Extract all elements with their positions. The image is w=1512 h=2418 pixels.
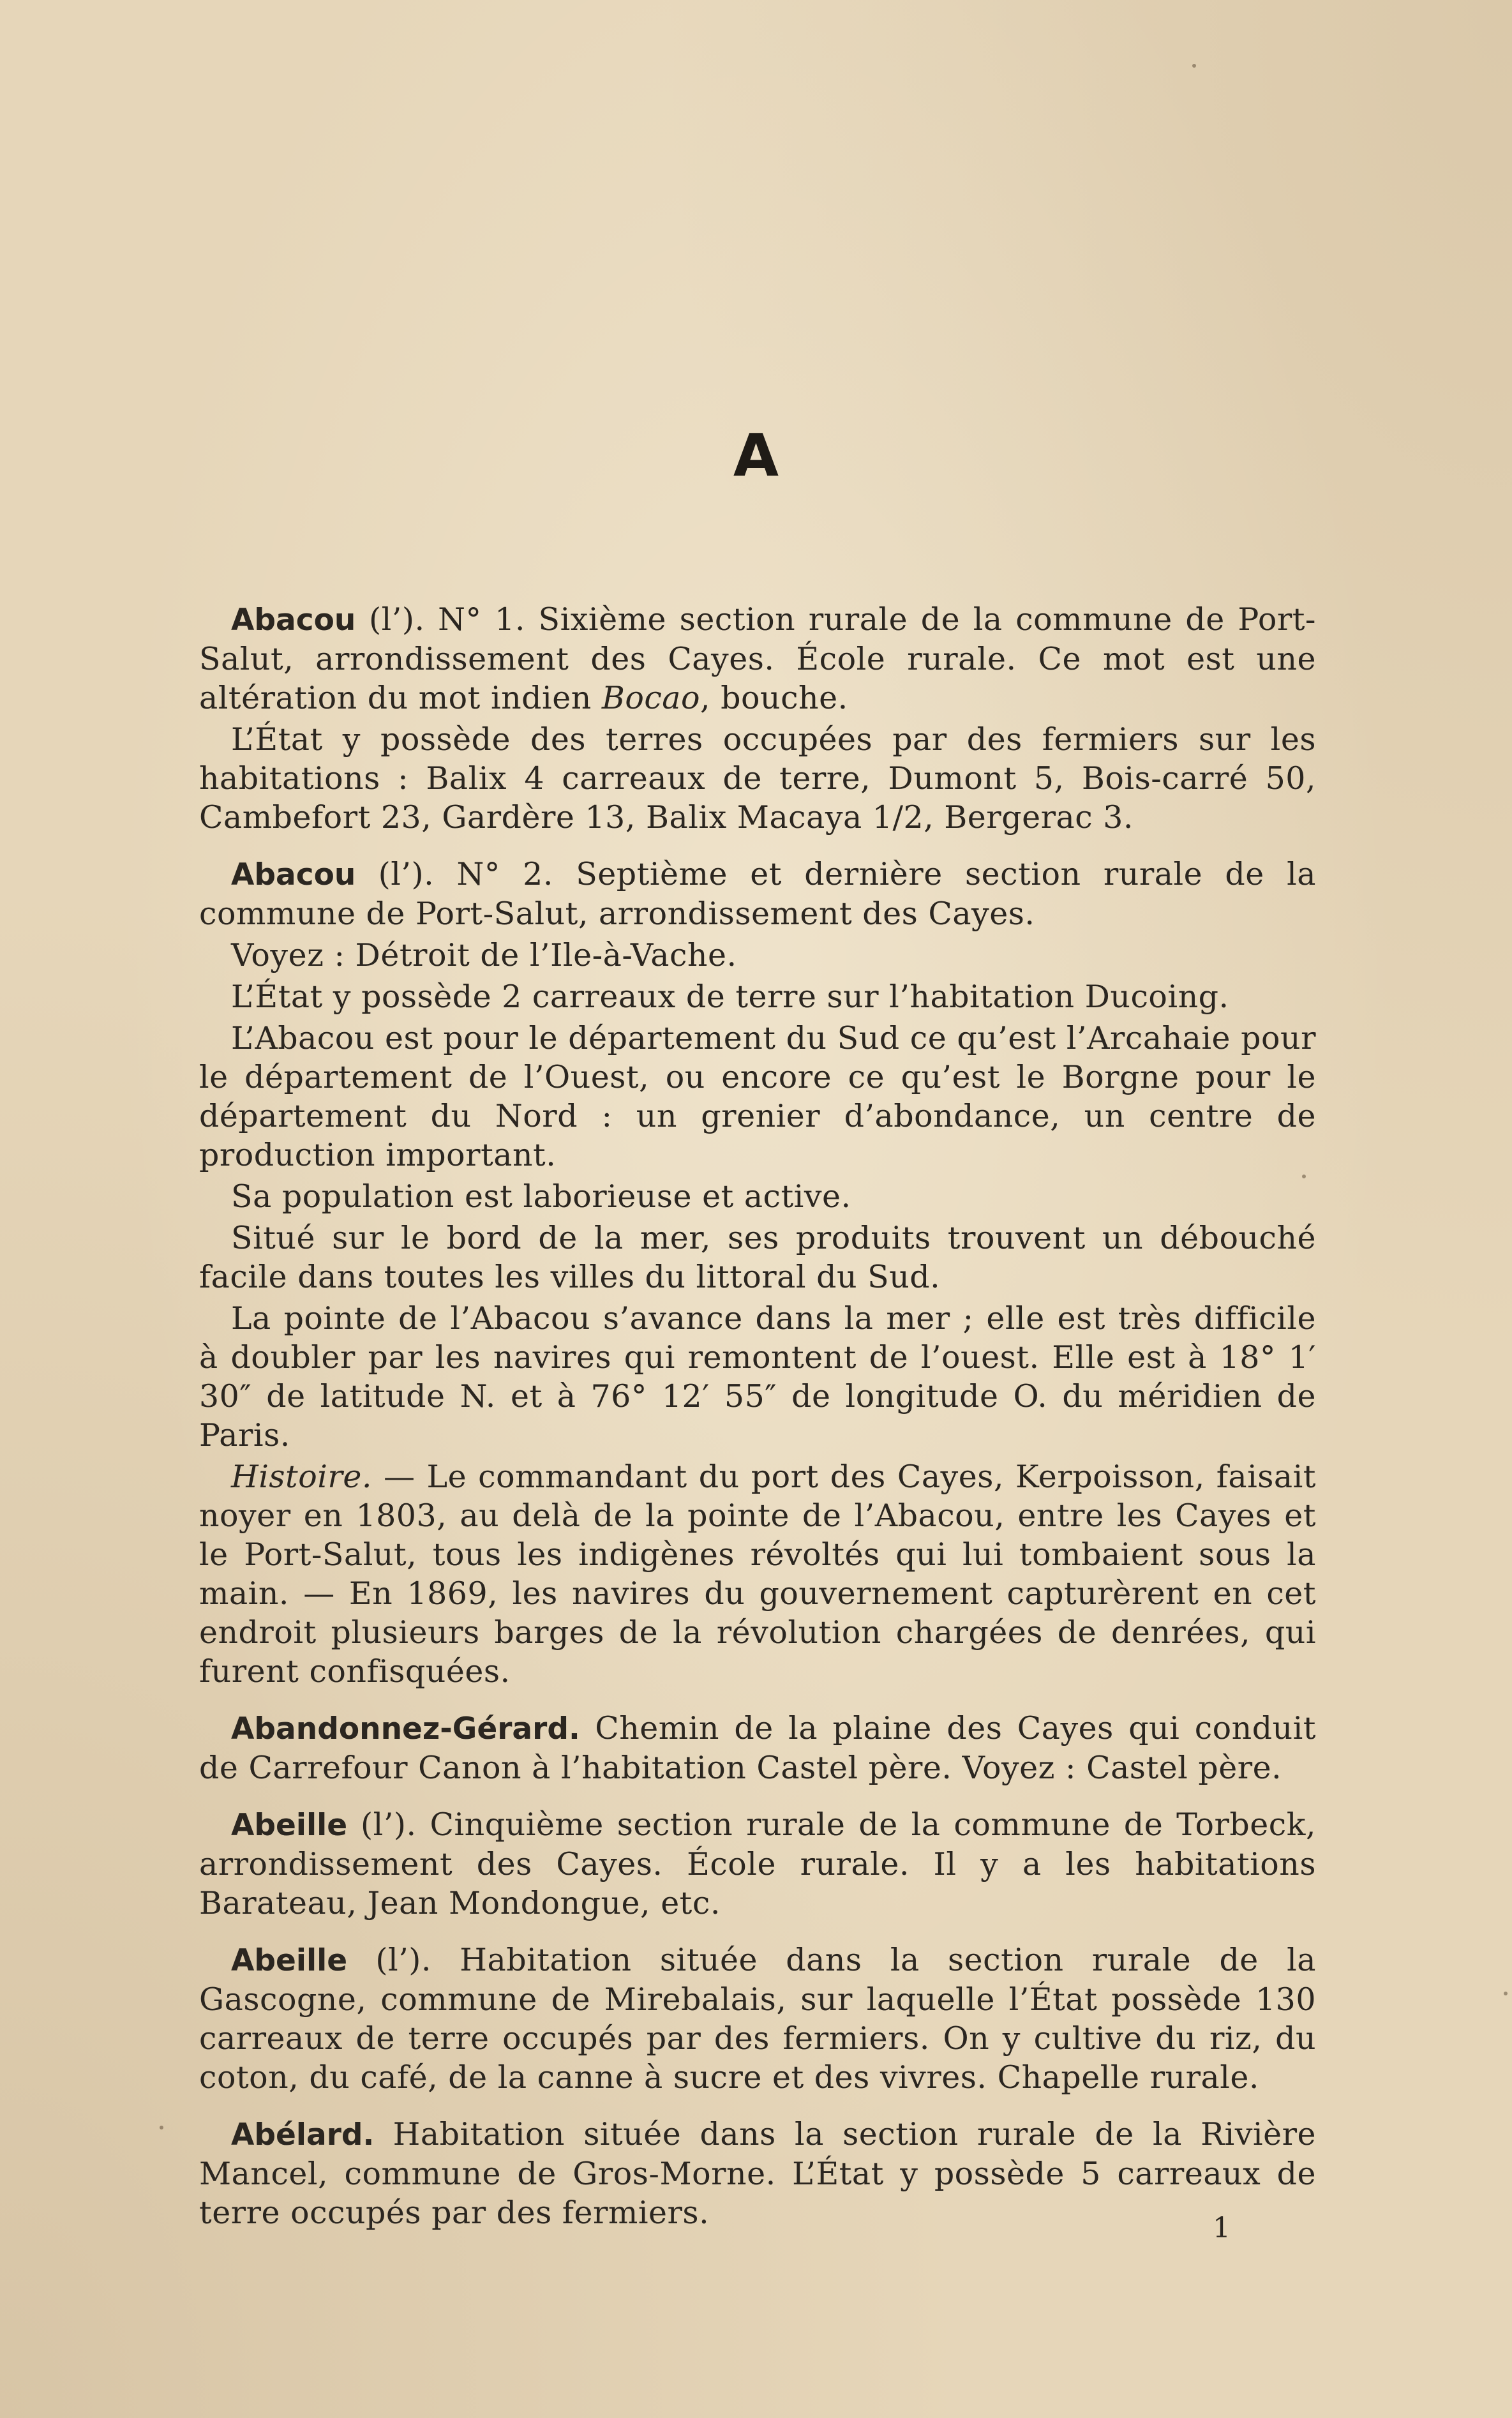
entry-text: Habitation située dans la section rurale de la Rivière Mancel, commune de Gros-Morne. L’État y possède 5 carreaux de terre occupés par des fermiers.	[199, 2116, 1316, 2231]
entry-paragraph	[199, 1709, 1316, 1787]
entry-text: Chemin de la plaine des Cayes qui conduit de Carrefour Canon à l’habitation Castel père. Voyez : Castel père.	[199, 1710, 1316, 1786]
section-letter-heading: A	[733, 421, 779, 490]
entry-paragraph: L’Abacou est pour le département du Sud ce qu’est l’Arcahaie pour le département de l’Ouest, ou encore ce qu’est le Borgne pour le département du Nord : un grenier d’abondance, un centre de production important.	[199, 1020, 1316, 1173]
entry-text: (l’). Habitation située dans la section rurale de la Gascogne, commune de Mirebalais, sur laquelle l’État possède 130 carreaux de terre occupés par des fermiers. On y cultive du riz, du coton, du café, de la canne à sucre et des vivres. Chapelle rurale.	[199, 1942, 1316, 2096]
page-number: 1	[1213, 2212, 1231, 2244]
entry-term: Abeille	[231, 1808, 348, 1843]
entry-paragraph	[199, 1805, 1316, 1923]
entry-italic-lead: Histoire.	[231, 1459, 372, 1495]
entry-italic-word: Bocao	[601, 680, 701, 716]
entry-text: , bouche.	[700, 680, 848, 716]
paper-speck	[1504, 1992, 1508, 1995]
entry-term: Abélard.	[231, 2117, 375, 2152]
entry-text: (l’). N° 2. Septième et dernière section rurale de la commune de Port-Salut, arrondissement des Cayes.	[199, 856, 1316, 932]
dictionary-text	[199, 600, 1316, 2250]
entry-term: Abacou	[231, 603, 356, 638]
entry-term: Abeille	[231, 1943, 348, 1978]
entry-text: — Le commandant du port des Cayes, Kerpoisson, faisait noyer en 1803, au delà de la pointe de l’Abacou, entre les Cayes et le Port-Salut, tous les indigènes révoltés qui lui tombaient sous la main. — En 1869, les navires du gouvernement capturèrent en cet endroit plusieurs barges de la révolution chargées de denrées, qui furent confisquées.	[199, 1459, 1316, 1690]
paper-speck	[1302, 1175, 1306, 1178]
entry-abeille-1	[199, 1805, 1316, 1923]
entry-term: Abandonnez-Gérard.	[231, 1711, 580, 1746]
entry-abandonnez-gerard	[199, 1709, 1316, 1787]
entry-paragraph: L’État y possède 2 carreaux de terre sur l’habitation Ducoing.	[231, 979, 1229, 1015]
entry-abacou-1	[199, 600, 1316, 837]
paper-speck	[1192, 64, 1196, 68]
entry-paragraph	[199, 1457, 1316, 1691]
entry-abelard	[199, 2115, 1316, 2232]
entry-paragraph: Sa population est laborieuse et active.	[231, 1178, 851, 1215]
entry-abacou-2	[199, 855, 1316, 1691]
entry-paragraph: L’État y possède des terres occupées par des fermiers sur les habitations : Balix 4 carreaux de terre, Dumont 5, Bois-carré 50, Cambefort 23, Gardère 13, Balix Macaya 1/2, Bergerac 3.	[199, 721, 1316, 836]
entry-text: (l’). Cinquième section rurale de la commune de Torbeck, arrondissement des Cayes. École rurale. Il y a les habitations Barateau, Jean Mondongue, etc.	[199, 1806, 1316, 1921]
entry-paragraph: Situé sur le bord de la mer, ses produits trouvent un débouché facile dans toutes les villes du littoral du Sud.	[199, 1220, 1316, 1295]
entry-abeille-2	[199, 1941, 1316, 2097]
entry-term: Abacou	[231, 857, 356, 892]
entry-paragraph	[199, 600, 1316, 717]
entry-paragraph	[199, 1941, 1316, 2097]
entry-text: (l’). N° 1. Sixième section rurale de la commune de Port-Salut, arrondissement des Cayes. École rurale. Ce mot est une altération du mot indien	[199, 601, 1316, 716]
entry-paragraph	[199, 855, 1316, 933]
entry-paragraph: Voyez : Détroit de l’Ile-à-Vache.	[231, 937, 737, 973]
entry-paragraph	[199, 2115, 1316, 2232]
paper-speck	[160, 2126, 163, 2129]
entry-paragraph: La pointe de l’Abacou s’avance dans la mer ; elle est très difficile à doubler par les navires qui remontent de l’ouest. Elle est à 18° 1′ 30″ de latitude N. et à 76° 12′ 55″ de longitude O. du méridien de Paris.	[199, 1300, 1316, 1453]
